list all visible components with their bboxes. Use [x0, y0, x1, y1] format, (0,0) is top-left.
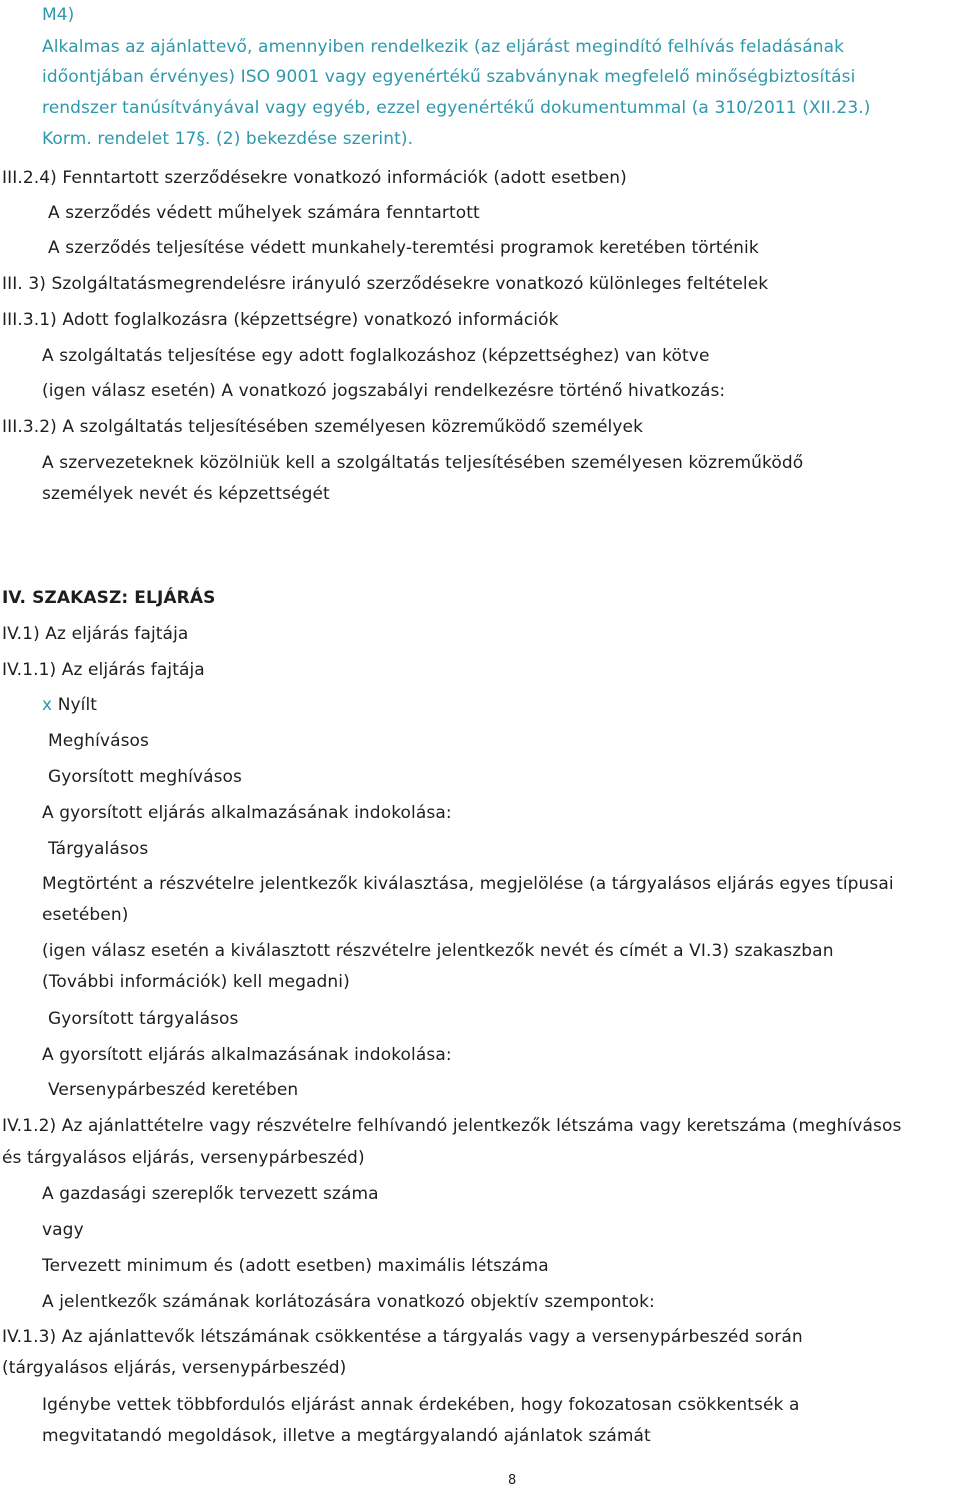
- option-open: [42, 694, 97, 716]
- section-heading-iv-1-1: IV.1.1) Az eljárás fajtája: [2, 660, 205, 680]
- accelerated-justification-label-2: A gyorsított eljárás alkalmazásának indokolása:: [42, 1045, 452, 1065]
- candidate-selection-text-cont: esetében): [42, 905, 129, 925]
- option-accelerated-restricted: Gyorsított meghívásos: [48, 767, 243, 787]
- section-heading-iii-3-1: III.3.1) Adott foglalkozásra (képzettségre) vonatkozó információk: [2, 310, 559, 330]
- option-open-label: Nyílt: [57, 695, 98, 715]
- m4-text-line: Alkalmas az ajánlattevő, amennyiben rendelkezik (az eljárást megindító felhívás feladásának: [42, 37, 845, 57]
- section-heading-iii-3-2: III.3.2) A szolgáltatás teljesítésében személyesen közreműködő személyek: [2, 417, 644, 437]
- option-negotiated: Tárgyalásos: [48, 839, 149, 859]
- m4-text-line: Korm. rendelet 17§. (2) bekezdése szerint).: [42, 129, 414, 149]
- selected-mark: x: [42, 695, 53, 715]
- section-title-iv: IV. SZAKASZ: ELJÁRÁS: [2, 588, 216, 608]
- section-heading-iv-1-3-cont: (tárgyalásos eljárás, versenypárbeszéd): [2, 1358, 347, 1378]
- section-heading-iv-1-2-cont: és tárgyalásos eljárás, versenypárbeszéd): [2, 1148, 365, 1168]
- multi-stage-procedure-text-cont: megvitatandó megoldások, illetve a megtárgyalandó ajánlatok számát: [42, 1426, 651, 1446]
- staff-names-text-cont: személyek nevét és képzettségét: [42, 484, 330, 504]
- section-heading-iv-1: IV.1) Az eljárás fajtája: [2, 624, 189, 644]
- sheltered-employment-text: A szerződés teljesítése védett munkahely-teremtési programok keretében történik: [48, 238, 759, 258]
- candidate-selection-text: Megtörtént a részvételre jelentkezők kiválasztása, megjelölése (a tárgyalásos eljárás egyes típusai: [42, 874, 894, 894]
- page-number: 8: [508, 1473, 517, 1488]
- section-heading-iv-1-2: IV.1.2) Az ajánlattételre vagy részvételre felhívandó jelentkezők létszáma vagy keretszáma (meghívásos: [2, 1116, 902, 1136]
- accelerated-justification-label: A gyorsított eljárás alkalmazásának indokolása:: [42, 803, 452, 823]
- objective-criteria-label: A jelentkezők számának korlátozására vonatkozó objektív szempontok:: [42, 1292, 655, 1312]
- section-heading-iii-2-4: III.2.4) Fenntartott szerződésekre vonatkozó információk (adott esetben): [2, 168, 627, 188]
- option-competitive-dialogue: Versenypárbeszéd keretében: [48, 1080, 299, 1100]
- or-text: vagy: [42, 1220, 84, 1240]
- candidate-names-text-cont: (További információk) kell megadni): [42, 972, 350, 992]
- m4-label: M4): [42, 5, 75, 25]
- m4-text-line: rendszer tanúsítványával vagy egyéb, ezzel egyenértékű dokumentummal (a 310/2011 (XII.23.): [42, 98, 871, 118]
- section-heading-iv-1-3: IV.1.3) Az ajánlattevők létszámának csökkentése a tárgyalás vagy a versenypárbeszéd során: [2, 1327, 803, 1347]
- economic-operators-count-label: A gazdasági szereplők tervezett száma: [42, 1184, 379, 1204]
- m4-text-line: időontjában érvényes) ISO 9001 vagy egyenértékű szabványnak megfelelő minőségbiztosítási: [42, 67, 856, 87]
- staff-names-text: A szervezeteknek közölniük kell a szolgáltatás teljesítésében személyesen közreműködő: [42, 453, 804, 473]
- reserved-workshops-text: A szerződés védett műhelyek számára fenntartott: [48, 203, 480, 223]
- candidate-names-text: (igen válasz esetén a kiválasztott részvételre jelentkezők nevét és címét a VI.3) szakaszban: [42, 941, 834, 961]
- section-heading-iii-3: III. 3) Szolgáltatásmegrendelésre irányuló szerződésekre vonatkozó különleges feltételek: [2, 274, 769, 294]
- min-max-count-label: Tervezett minimum és (adott esetben) maximális létszáma: [42, 1256, 549, 1276]
- multi-stage-procedure-text: Igénybe vettek többfordulós eljárást annak érdekében, hogy fokozatosan csökkentsék a: [42, 1395, 800, 1415]
- profession-requirement-text: A szolgáltatás teljesítése egy adott foglalkozáshoz (képzettséghez) van kötve: [42, 346, 710, 366]
- option-restricted: Meghívásos: [48, 731, 150, 751]
- option-accelerated-negotiated: Gyorsított tárgyalásos: [48, 1009, 239, 1029]
- legal-reference-text: (igen válasz esetén) A vonatkozó jogszabályi rendelkezésre történő hivatkozás:: [42, 381, 726, 401]
